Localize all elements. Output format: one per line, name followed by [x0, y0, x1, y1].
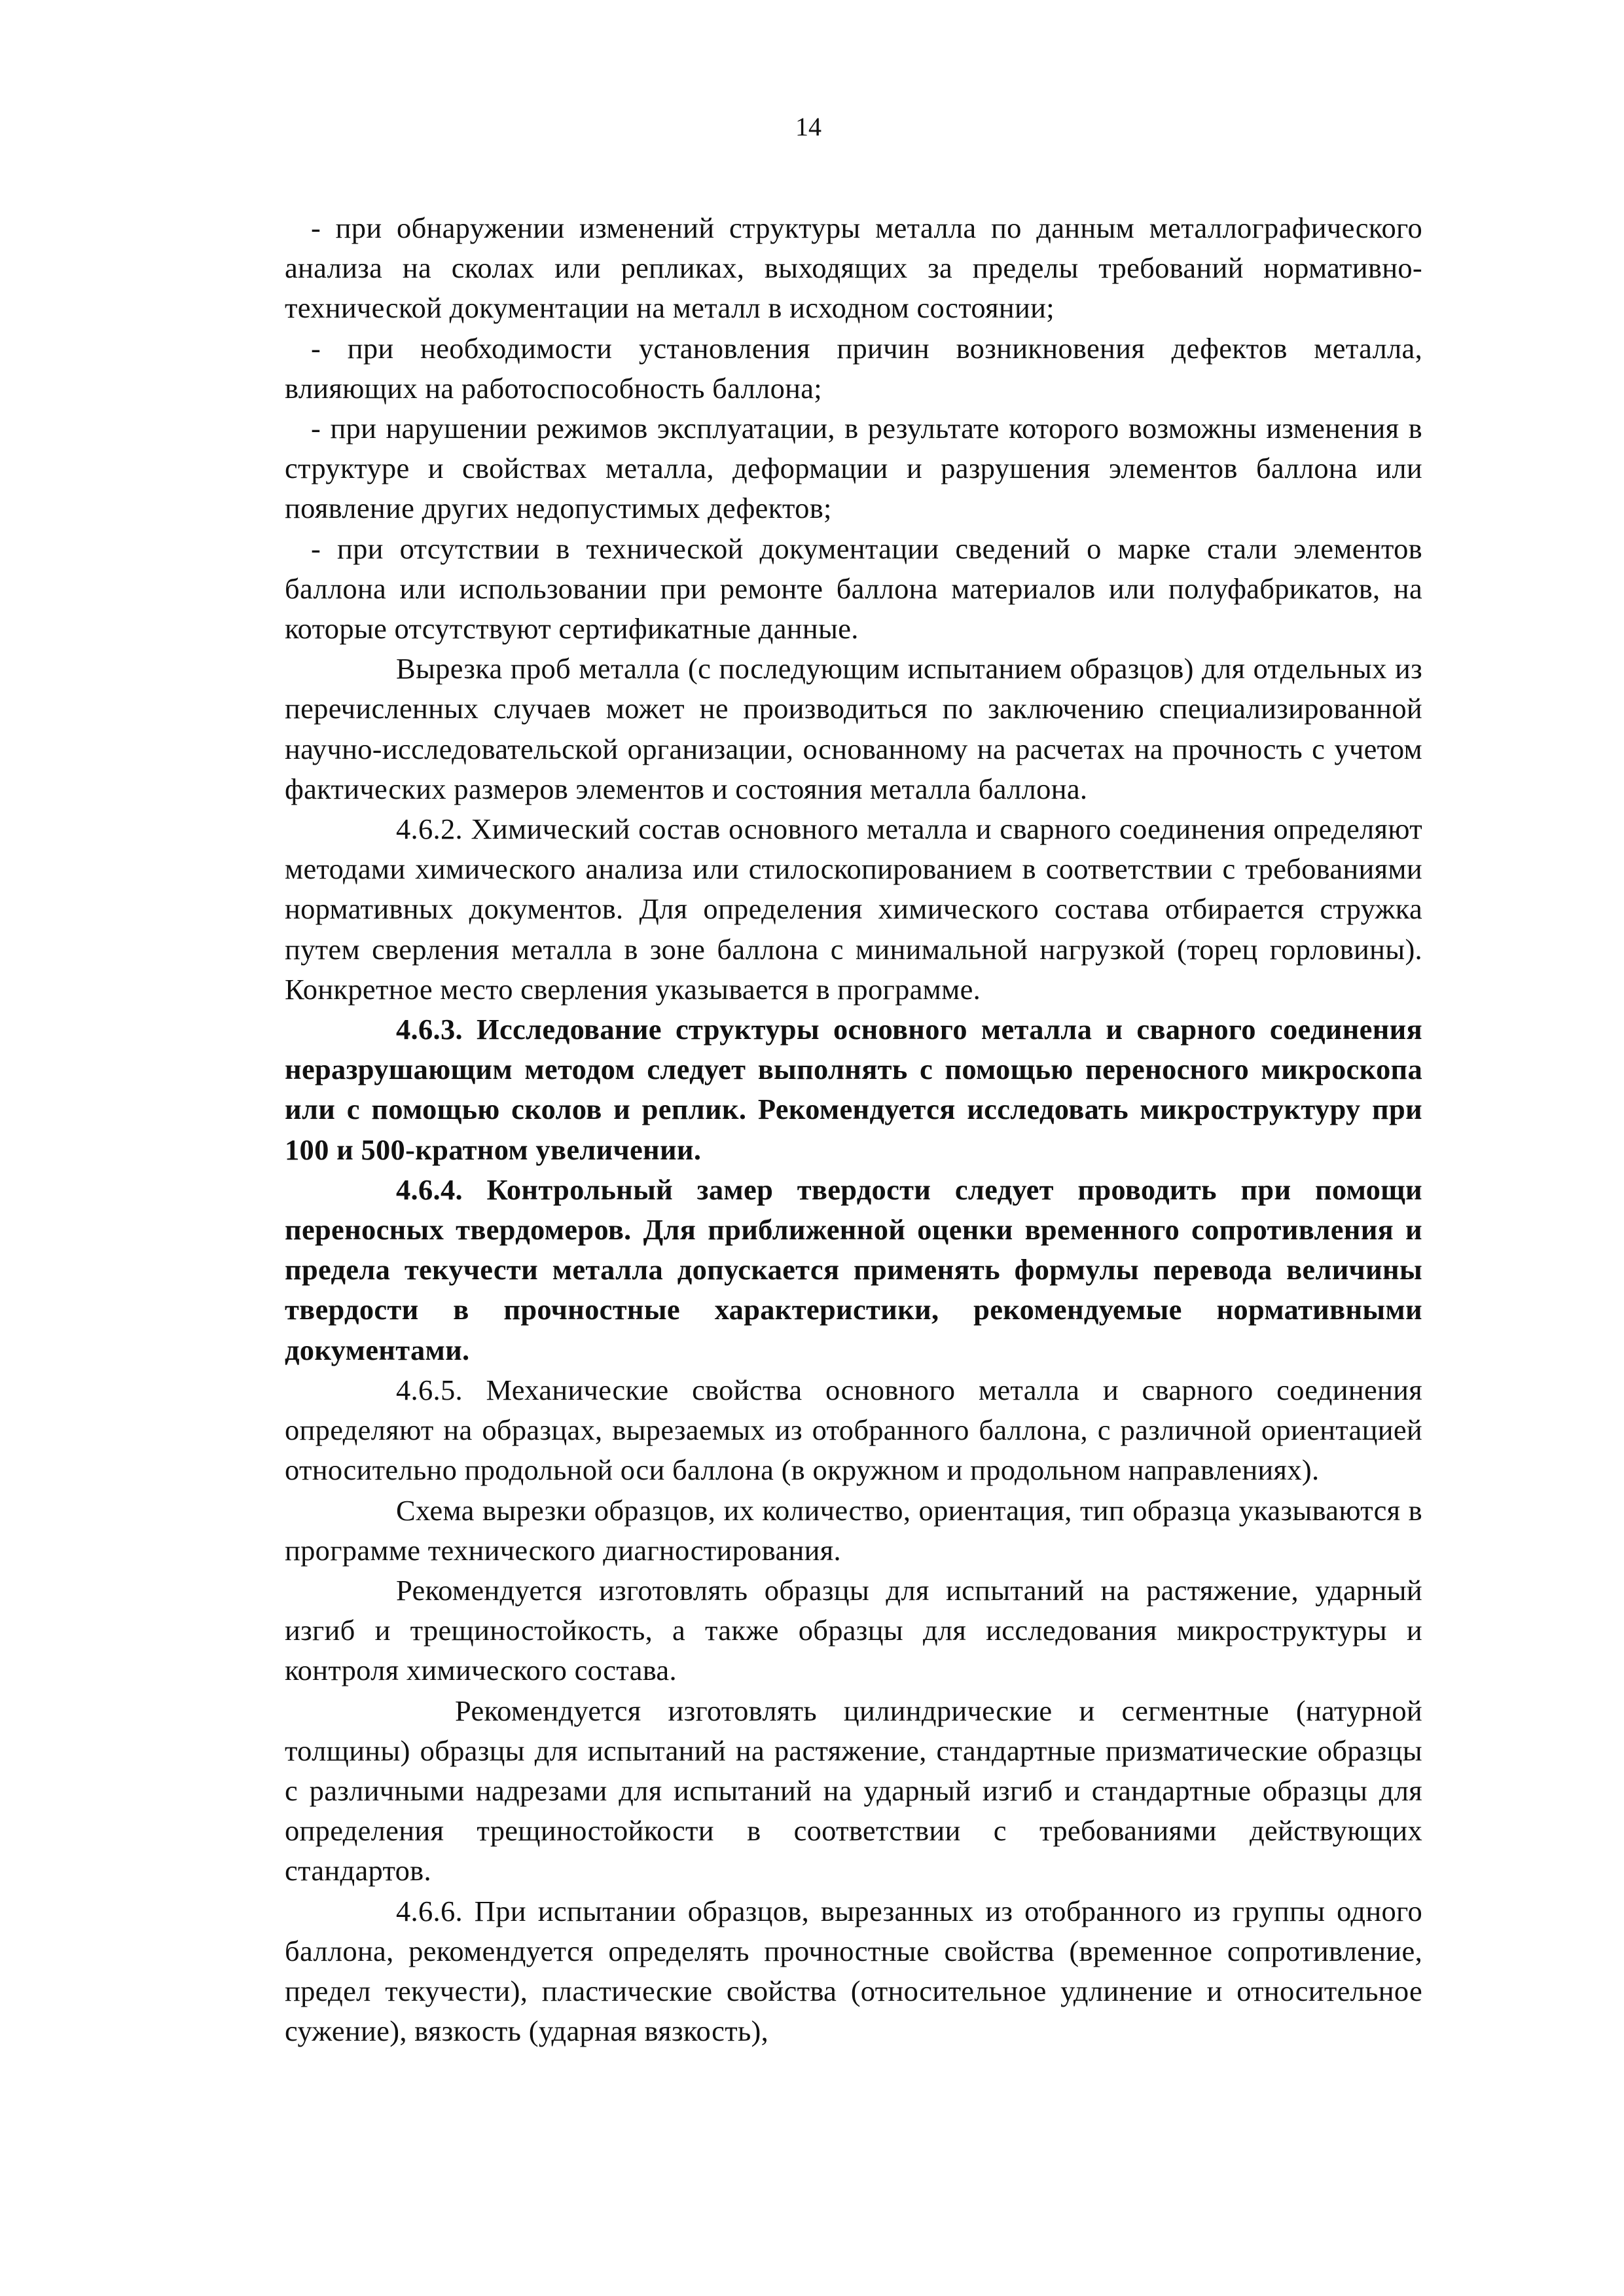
bullet-metal-structure-changes: - при обнаружении изменений структуры металла по данным металлографического анализа на сколах или репликах, выходящих за пределы требований нормативно-технической документации на металл в исходном состоянии;: [285, 211, 1422, 325]
bullet-operation-violations: - при нарушении режимов эксплуатации, в результате которого возможны изменения в структуре и свойствах металла, деформации и разрушения элементов баллона или появление других недопустимых дефектов;: [285, 412, 1422, 525]
paragraph-4-6-4: 4.6.4. Контрольный замер твердости следует проводить при помощи переносных твердомеров. Для приближенной оценки временного сопротивления и предела текучести металла допускается применять формулы перевода величины твердости в прочностные характеристики, рекомендуемые нормативными документами.: [285, 1173, 1422, 1366]
paragraph-4-6-3: 4.6.3. Исследование структуры основного металла и сварного соединения неразрушающим методом следует выполнять с помощью переносного микроскопа или с помощью сколов и реплик. Рекомендуется исследовать микроструктуру при 100 и 500-кратном увеличении.: [285, 1013, 1422, 1166]
paragraph-4-6-6: 4.6.6. При испытании образцов, вырезанных из отобранного из группы одного баллона, рекомендуется определять прочностные свойства (временное сопротивление, предел текучести), пластические свойства (относительное удлинение и относительное сужение), вязкость (ударная вязкость),: [285, 1894, 1422, 2048]
bullet-missing-steel-grade: - при отсутствии в технической документации сведений о марке стали элементов баллона или использовании при ремонте баллона материалов или полуфабрикатов, на которые отсутствуют сертификатные данные.: [285, 532, 1422, 646]
paragraph-recommendation-specimen-types: Рекомендуется изготовлять цилиндрические и сегментные (натурной толщины) образцы для испытаний на растяжение, стандартные призматические образцы с различными надрезами для испытаний на ударный изгиб и стандартные образцы для определения трещиностойкости в соответствии с требованиями действующих стандартов.: [285, 1694, 1422, 1887]
document-body: [285, 208, 1422, 2051]
paragraph-sample-cutting: Вырезка проб металла (с последующим испытанием образцов) для отдельных из перечисленных случаев может не производиться по заключению специализированной научно-исследовательской организации, основанному на расчетах на прочность с учетом фактических размеров элементов и состояния металла баллона.: [285, 652, 1422, 805]
paragraph-recommendation-samples: Рекомендуется изготовлять образцы для испытаний на растяжение, ударный изгиб и трещиностойкость, а также образцы для исследования микроструктуры и контроля химического состава.: [285, 1573, 1422, 1687]
page-number: 14: [795, 112, 821, 141]
bullet-defect-causes: - при необходимости установления причин возникновения дефектов металла, влияющих на работоспособность баллона;: [285, 331, 1422, 405]
paragraph-4-6-5: 4.6.5. Механические свойства основного металла и сварного соединения определяют на образцах, вырезаемых из отобранного баллона, с различной ориентацией относительно продольной оси баллона (в окружном и продольном направлениях).: [285, 1373, 1422, 1487]
paragraph-4-6-2: 4.6.2. Химический состав основного металла и сварного соединения определяют методами химического анализа или стилоскопированием в соответствии с требованиями нормативных документов. Для определения химического состава отбирается стружка путем сверления металла в зоне баллона с минимальной нагрузкой (торец горловины). Конкретное место сверления указывается в программе.: [285, 812, 1422, 1006]
paragraph-sample-scheme: Схема вырезки образцов, их количество, ориентация, тип образца указываются в программе технического диагностирования.: [285, 1493, 1422, 1567]
